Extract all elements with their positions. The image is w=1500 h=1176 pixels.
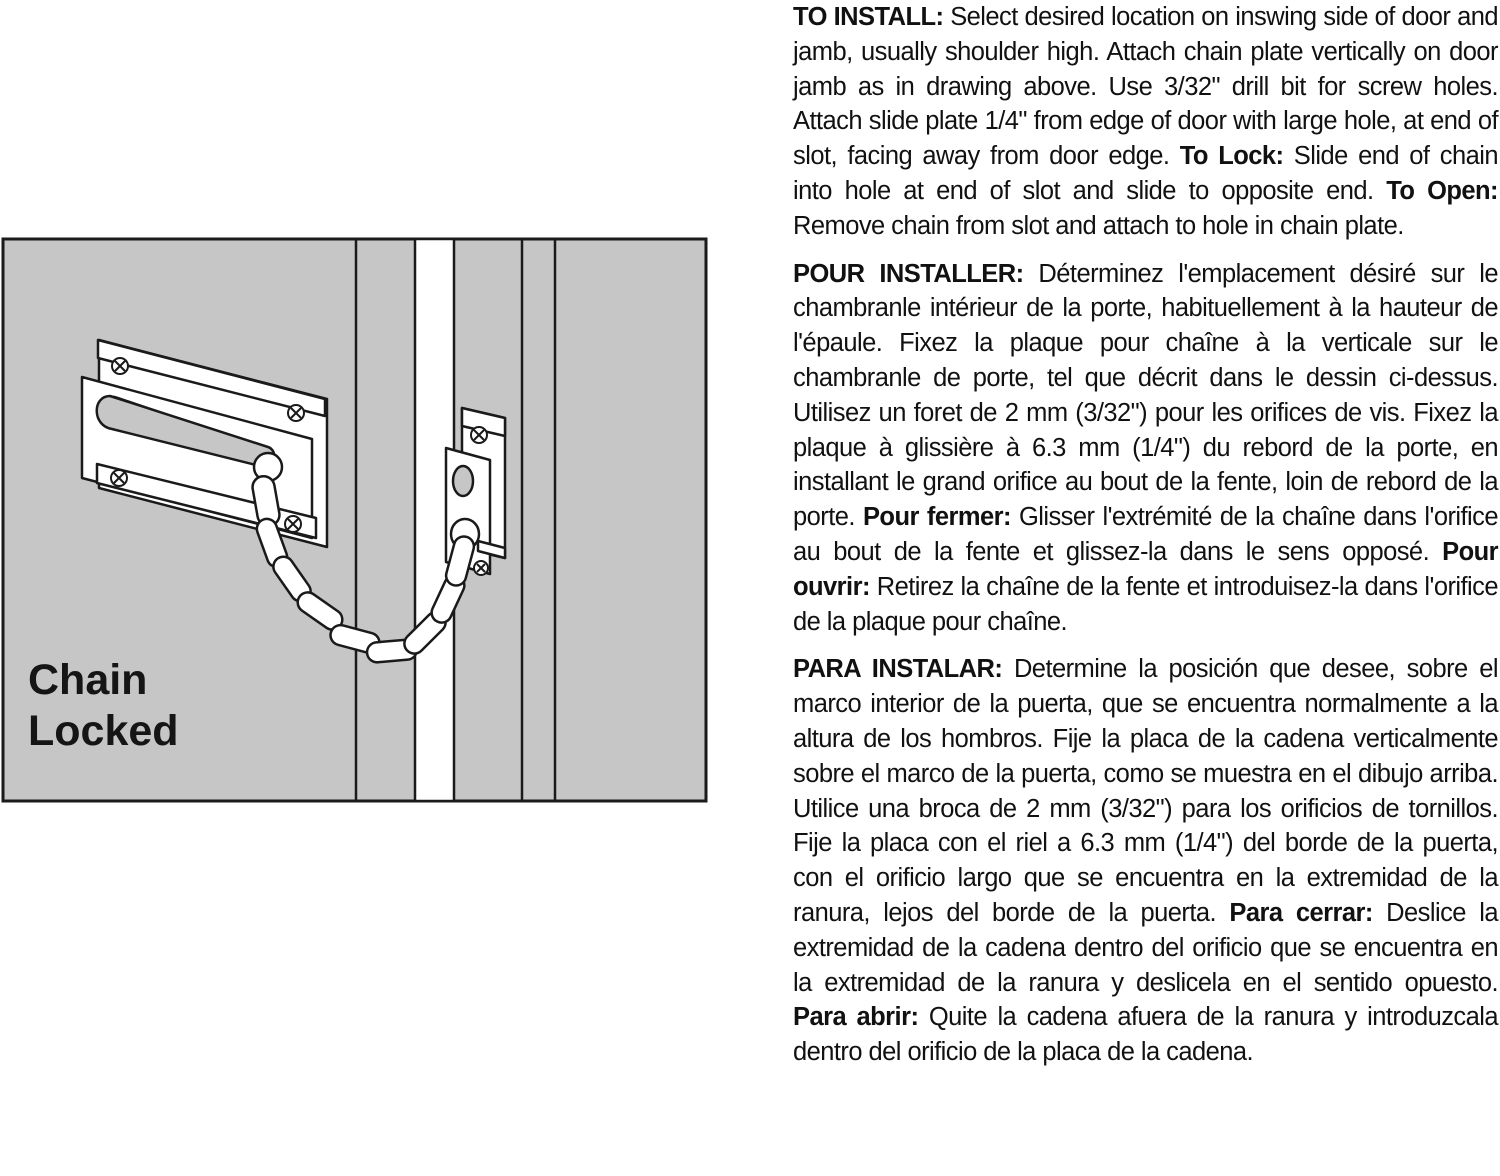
english-instructions [793,0,1498,244]
instructions [793,0,1498,1083]
pour-fermer-label: Pour fermer: [862,503,1011,532]
pour-installer-label: POUR INSTALLER: [793,259,1024,288]
to-install-text: Select desired location on inswing side of door and jamb, usually shoulder high. Attach chain plate vertically on door jamb as in drawing above. Use 3/32" drill bit for screw holes. Attach slide plate 1/4" from edge of door with large hole, at end of slot, facing away from door edge. [793,3,1498,171]
para-instalar-label: PARA INSTALAR: [793,655,1003,684]
pour-ouvrir-label: Pour ouvrir: [793,537,1498,601]
pour-ouvrir-text: Retirez la chaîne de la fente et introduisez-la dans l'orifice de la plaque pour chaîne. [793,572,1498,636]
pour-fermer-text: Glisser l'extrémité de la chaîne dans l'orifice au bout de la fente et glissez-la dans le sens opposé. [793,503,1498,566]
para-cerrar-label: Para cerrar: [1229,898,1373,927]
para-cerrar-text: Deslice la extremidad de la cadena dentro del orificio que se encuentra en la extremidad de la ranura y deslicela en el sentido opuesto. [793,898,1498,997]
spanish-instructions [793,652,1498,1070]
para-instalar-text: Determine la posición que desee, sobre el marco interior de la puerta, que se encuentra normalmente a la altura de los hombros. Fije la placa de la cadena verticalmente sobre el marco de la puerta, como se muestra en el dibujo arriba. Utilice una broca de 2 mm (3/32") para los orificios de tornillos. Fije la placa con el riel a 6.3 mm (1/4") del borde de la puerta, con el orificio largo que se encuentra en la extremidad de la ranura, lejos del borde de la puerta. [793,655,1498,927]
caption-line2: Locked [28,707,179,755]
to-lock-text: Slide end of chain into hole at end of slot and slide to opposite end. [793,142,1498,205]
to-install-label: TO INSTALL: [793,3,944,31]
chain-lock-illustration [0,236,712,806]
caption-line1: Chain [28,656,148,704]
to-lock-label: To Lock: [1179,142,1284,171]
to-open-label: To Open: [1386,176,1498,205]
to-open-text: Remove chain from slot and attach to hole in chain plate. [793,211,1404,240]
french-instructions [793,257,1498,640]
para-abrir-label: Para abrir: [793,1003,919,1032]
para-abrir-text: Quite la cadena afuera de la ranura y introduzcala dentro del orificio de la placa de la cadena. [793,1003,1498,1067]
pour-installer-text: Déterminez l'emplacement désiré sur le chambranle intérieur de la porte, habituellement à la hauteur de l'épaule. Fixez la plaque pour chaîne à la verticale sur le chambranle de porte, tel que décrit dans le dessin ci-dessus. Utilisez un foret de 2 mm (3/32") pour les orifices de vis. Fixez la plaque à glissière à 6.3 mm (1/4") du rebord de la porte, en installant le grand orifice au bout de la fente, loin de rebord de la porte. [793,259,1498,532]
